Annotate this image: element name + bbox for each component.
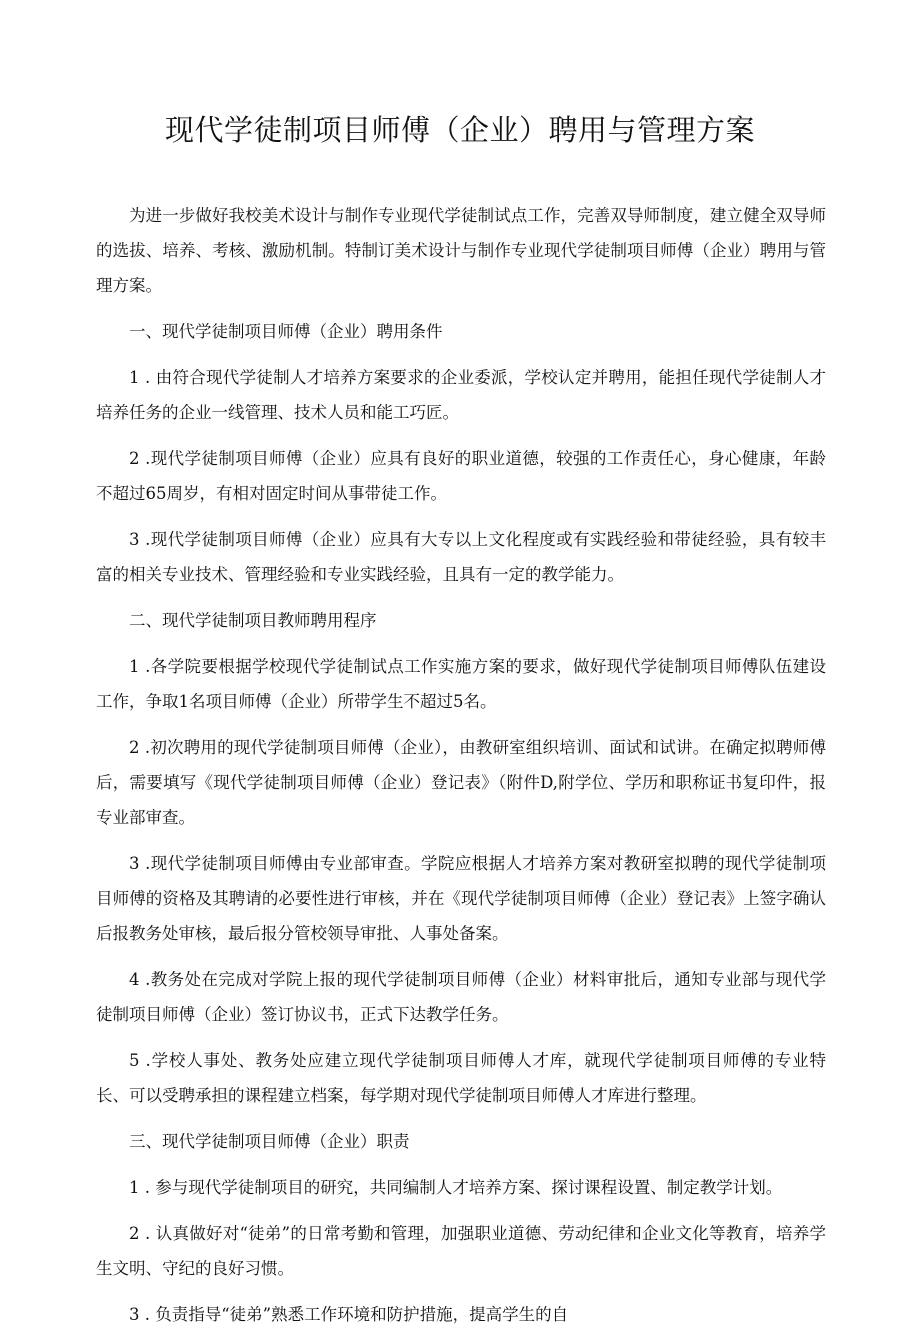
section-3-item-1: 1 . 参与现代学徒制项目的研究，共同编制人才培养方案、探讨课程设置、制定教学计划。 — [129, 1178, 783, 1197]
section-2-item-5: 5 .学校人事处、教务处应建立现代学徒制项目师傅人才库，就现代学徒制项目师傅的专业特长、可以受聘承担的课程建立档案，每学期对现代学徒制项目师傅人才库进行整理。 — [96, 1051, 826, 1105]
section-heading-1: 一、现代学徒制项目师傅（企业）聘用条件 — [129, 322, 443, 341]
section-2-item-1: 1 .各学院要根据学校现代学徒制试点工作实施方案的要求，做好现代学徒制项目师傅队伍建设工作，争取1名项目师傅（企业）所带学生不超过5名。 — [96, 657, 826, 711]
section-heading-2: 二、现代学徒制项目教师聘用程序 — [129, 611, 377, 630]
section-1-item-1: 1 . 由符合现代学徒制人才培养方案要求的企业委派，学校认定并聘用，能担任现代学徒制人才培养任务的企业一线管理、技术人员和能工巧匠。 — [96, 368, 826, 422]
intro-paragraph: 为进一步做好我校美术设计与制作专业现代学徒制试点工作，完善双导师制度，建立健全双导师的选拔、培养、考核、激励机制。特制订美术设计与制作专业现代学徒制项目师傅（企业）聘用与管理方案。 — [96, 206, 826, 295]
section-2-item-2: 2 .初次聘用的现代学徒制项目师傅（企业），由教研室组织培训、面试和试讲。在确定拟聘师傅后，需要填写《现代学徒制项目师傅（企业）登记表》（附件D,附学位、学历和职称证书复印件，报专业部审查。 — [96, 738, 826, 827]
section-heading-3: 三、现代学徒制项目师傅（企业）职责 — [129, 1132, 410, 1151]
section-3-item-3: 3 . 负责指导“徒弟”熟悉工作环境和防护措施，提高学生的自 — [129, 1305, 569, 1324]
section-3-item-2: 2 . 认真做好对“徒弟”的日常考勤和管理，加强职业道德、劳动纪律和企业文化等教育，培养学生文明、守纪的良好习惯。 — [96, 1224, 826, 1278]
section-2-item-4: 4 .教务处在完成对学院上报的现代学徒制项目师傅（企业）材料审批后，通知专业部与现代学徒制项目师傅（企业）签订协议书，正式下达教学任务。 — [96, 970, 826, 1024]
section-2-item-3: 3 .现代学徒制项目师傅由专业部审查。学院应根据人才培养方案对教研室拟聘的现代学徒制项目师傅的资格及其聘请的必要性进行审核，并在《现代学徒制项目师傅（企业）登记表》上签字确认后报教务处审核，最后报分管校领导审批、人事处备案。 — [96, 854, 826, 943]
document-title: 现代学徒制项目师傅（企业）聘用与管理方案 — [164, 113, 755, 147]
section-1-item-2: 2 .现代学徒制项目师傅（企业）应具有良好的职业道德，较强的工作责任心，身心健康，年龄不超过65周岁，有相对固定时间从事带徒工作。 — [96, 449, 826, 503]
document-body — [96, 198, 826, 1343]
section-1-item-3: 3 .现代学徒制项目师傅（企业）应具有大专以上文化程度或有实践经验和带徒经验，具有较丰富的相关专业技术、管理经验和专业实践经验，且具有一定的教学能力。 — [96, 530, 826, 584]
